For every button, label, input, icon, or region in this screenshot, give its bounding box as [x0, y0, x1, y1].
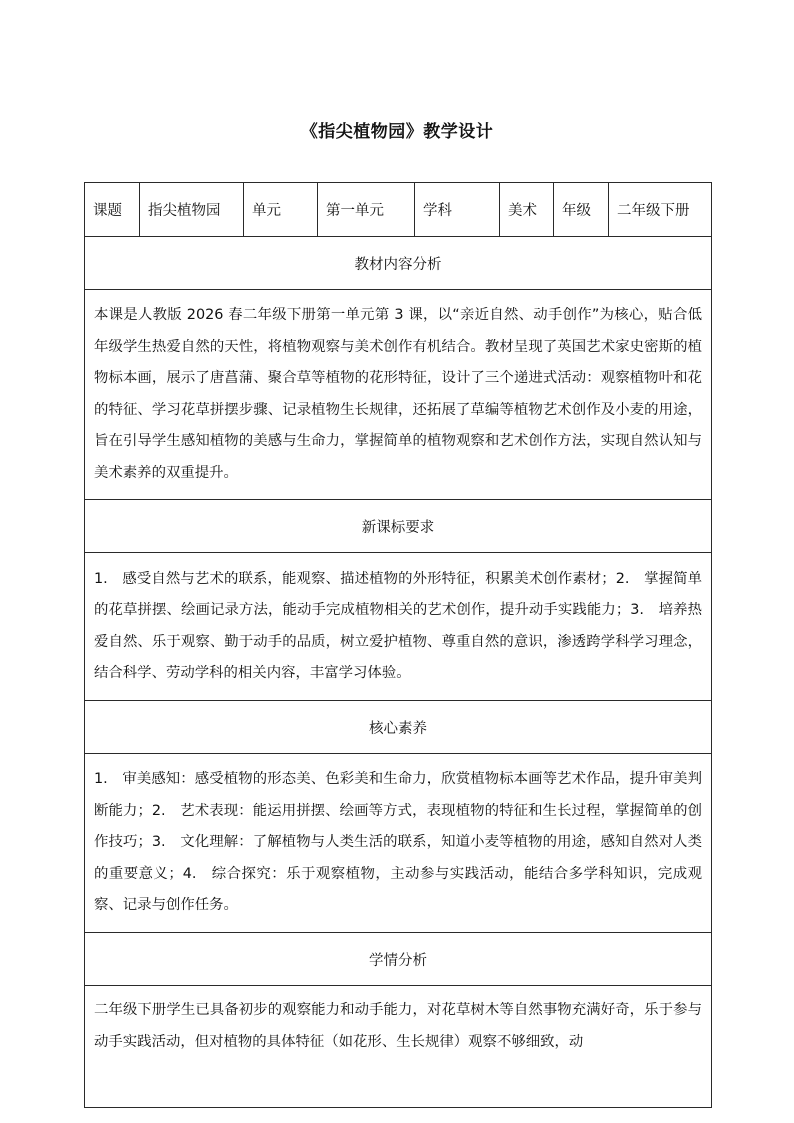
- section-header-row: [85, 500, 712, 553]
- topic-label: 课题: [85, 183, 140, 237]
- section-header-row: [85, 237, 712, 290]
- learner-analysis-body: 二年级下册学生已具备初步的观察能力和动手能力，对花草树木等自然事物充满好奇，乐于参与动手实践活动，但对植物的具体特征（如花形、生长规律）观察不够细致，动: [94, 1002, 702, 1050]
- curriculum-standard-body: 1. 感受自然与艺术的联系，能观察、描述植物的外形特征，积累美术创作素材；2. 掌握简单的花草拼摆、绘画记录方法，能动手完成植物相关的艺术创作，提升动手实践能力；3. 培养热爱自然、乐于观察、勤于动手的品质，树立爱护植物、尊重自然的意识，渗透跨学科学习理念，结合科学、劳动学科的相关内容，丰富学习体验。: [85, 553, 712, 701]
- curriculum-standard-heading: 新课标要求: [85, 500, 712, 553]
- section-header-row: [85, 701, 712, 754]
- section-body-row: [85, 986, 712, 1108]
- textbook-analysis-body: 本课是人教版 2026 春二年级下册第一单元第 3 课，以“亲近自然、动手创作”为核心，贴合低年级学生热爱自然的天性，将植物观察与美术创作有机结合。教材呈现了英国艺术家史密斯的植物标本画，展示了唐菖蒲、聚合草等植物的花形特征，设计了三个递进式活动：观察植物叶和花的特征、学习花草拼摆步骤、记录植物生长规律，还拓展了草编等植物艺术创作及小麦的用途，旨在引导学生感知植物的美感与生命力，掌握简单的植物观察和艺术创作方法，实现自然认知与美术素养的双重提升。: [85, 290, 712, 500]
- unit-label: 单元: [244, 183, 318, 237]
- textbook-analysis-heading: 教材内容分析: [85, 237, 712, 290]
- lesson-design-table: [84, 182, 712, 1108]
- section-body-row: [85, 553, 712, 701]
- grade-label: 年级: [554, 183, 609, 237]
- learner-analysis-cell: [85, 986, 712, 1108]
- unit-value: 第一单元: [318, 183, 415, 237]
- topic-value: 指尖植物园: [140, 183, 244, 237]
- subject-label: 学科: [415, 183, 500, 237]
- core-literacy-body: 1. 审美感知：感受植物的形态美、色彩美和生命力，欣赏植物标本画等艺术作品，提升审美判断能力；2. 艺术表现：能运用拼摆、绘画等方式，表现植物的特征和生长过程，掌握简单的创作技巧；3. 文化理解：了解植物与人类生活的联系，知道小麦等植物的用途，感知自然对人类的重要意义；4. 综合探究：乐于观察植物，主动参与实践活动，能结合多学科知识，完成观察、记录与创作任务。: [85, 754, 712, 933]
- grade-value: 二年级下册: [609, 183, 712, 237]
- section-header-row: [85, 933, 712, 986]
- lesson-meta-row: [85, 183, 712, 237]
- subject-value: 美术: [500, 183, 554, 237]
- core-literacy-heading: 核心素养: [85, 701, 712, 754]
- section-body-row: [85, 290, 712, 500]
- learner-analysis-heading: 学情分析: [85, 933, 712, 986]
- document-title: 《指尖植物园》教学设计: [300, 122, 494, 142]
- section-body-row: [85, 754, 712, 933]
